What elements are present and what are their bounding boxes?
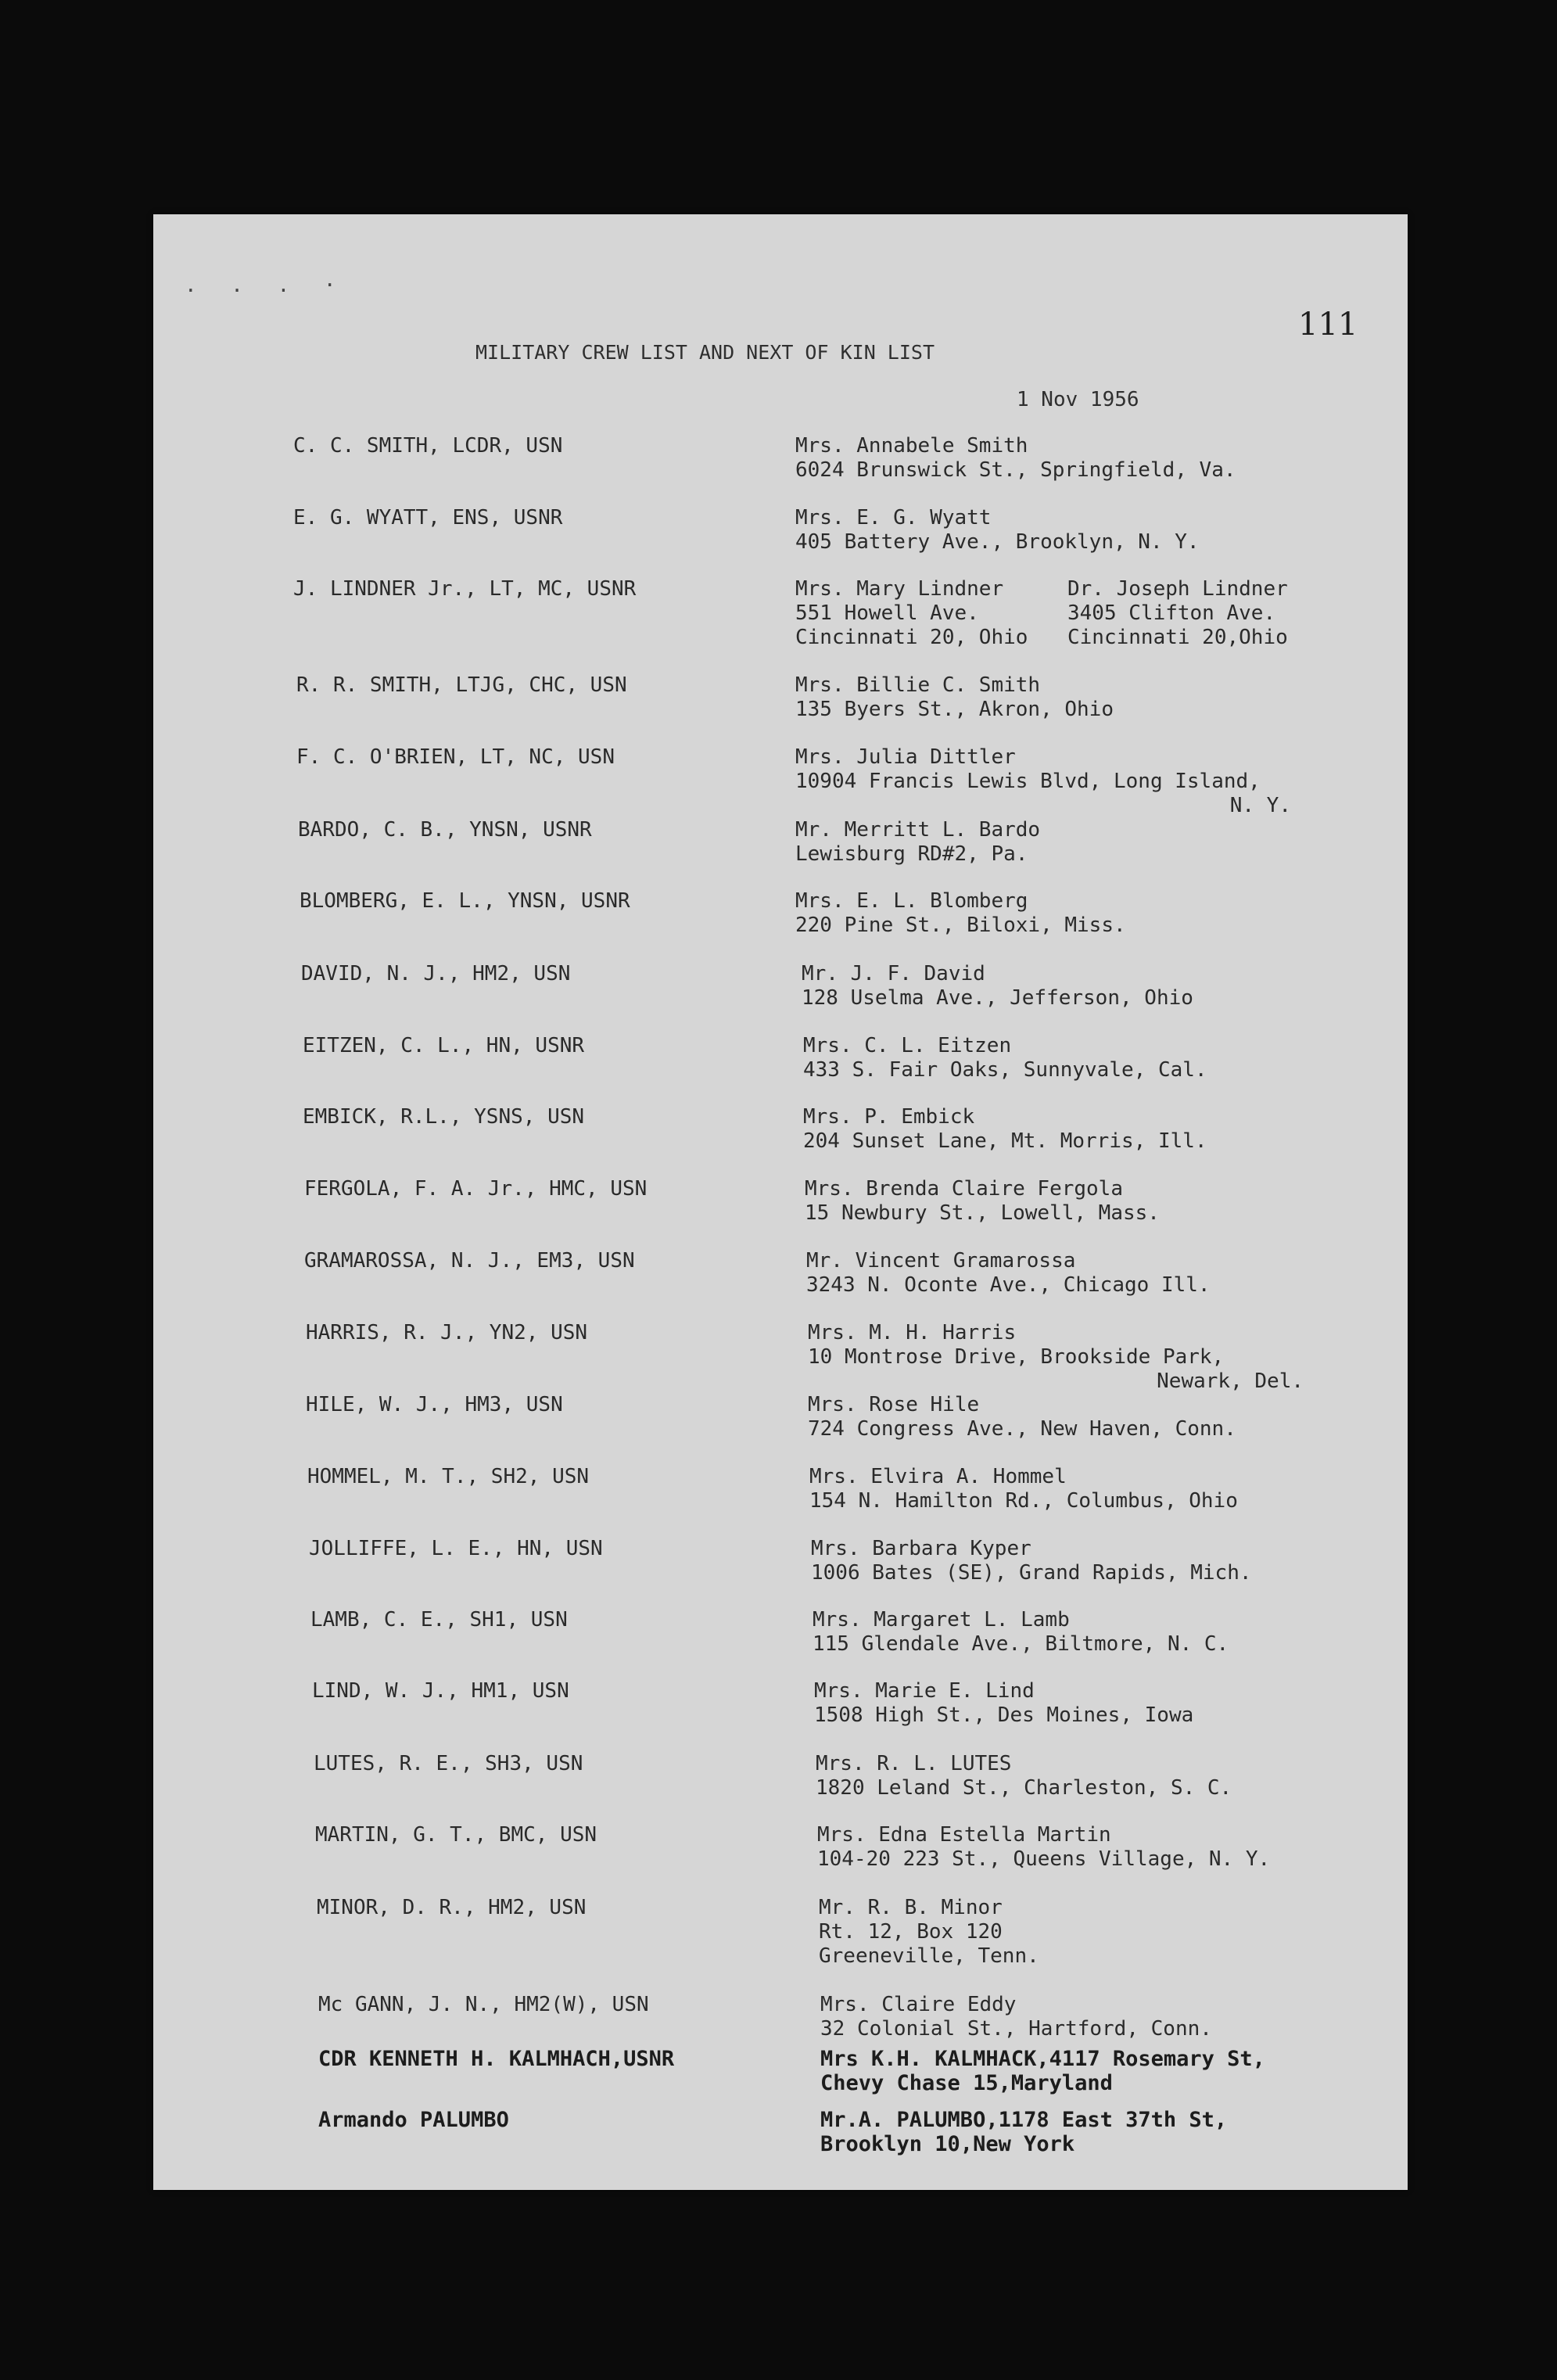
next-of-kin: Mr. R. B. Minor Rt. 12, Box 120 Greeneville, Tenn. [819, 1896, 1039, 1968]
next-of-kin-continuation: Newark, Del. [1157, 1369, 1304, 1393]
next-of-kin: Mr. J. F. David 128 Uselma Ave., Jefferson, Ohio [802, 962, 1193, 1010]
crew-member-name: MINOR, D. R., HM2, USN [317, 1896, 587, 1919]
crew-member-name: LAMB, C. E., SH1, USN [310, 1608, 568, 1632]
crew-member-name: EMBICK, R.L., YSNS, USN [303, 1105, 585, 1129]
next-of-kin: Mr. Merritt L. Bardo Lewisburg RD#2, Pa. [795, 818, 1041, 866]
crew-member-name: JOLLIFFE, L. E., HN, USN [309, 1537, 603, 1560]
next-of-kin-continuation: N. Y. [1229, 794, 1291, 817]
next-of-kin: Mr.A. PALUMBO,1178 East 37th St, Brooklyn 10,New York [820, 2108, 1228, 2156]
corner-marks: . . . · [185, 274, 347, 297]
next-of-kin: Mrs. Margaret L. Lamb 115 Glendale Ave., Biltmore, N. C. [813, 1608, 1229, 1656]
crew-member-name: Armando PALUMBO [318, 2108, 509, 2132]
next-of-kin: Mrs. Billie C. Smith 135 Byers St., Akron, Ohio [795, 673, 1114, 721]
crew-member-name: BLOMBERG, E. L., YNSN, USNR [300, 889, 630, 913]
document-title: MILITARY CREW LIST AND NEXT OF KIN LIST [475, 341, 935, 364]
crew-member-name: HARRIS, R. J., YN2, USN [306, 1321, 588, 1344]
next-of-kin: Mrs. E. G. Wyatt 405 Battery Ave., Brooklyn, N. Y. [795, 506, 1200, 554]
crew-member-name: FERGOLA, F. A. Jr., HMC, USN [304, 1177, 648, 1201]
crew-member-name: E. G. WYATT, ENS, USNR [293, 506, 563, 529]
crew-member-name: EITZEN, C. L., HN, USNR [303, 1034, 585, 1057]
next-of-kin: Mrs. Brenda Claire Fergola 15 Newbury St., Lowell, Mass. [805, 1177, 1160, 1225]
crew-member-name: LIND, W. J., HM1, USN [312, 1679, 569, 1703]
next-of-kin: Mrs. Claire Eddy 32 Colonial St., Hartford, Conn. [820, 1993, 1212, 2041]
next-of-kin: Mrs K.H. KALMHACK,4117 Rosemary St, Chevy Chase 15,Maryland [820, 2047, 1265, 2095]
crew-member-name: HOMMEL, M. T., SH2, USN [307, 1465, 590, 1488]
next-of-kin: Mrs. Edna Estella Martin 104-20 223 St., Queens Village, N. Y. [817, 1823, 1271, 1871]
next-of-kin: Mr. Vincent Gramarossa 3243 N. Oconte Ave., Chicago Ill. [806, 1249, 1211, 1297]
crew-member-name: R. R. SMITH, LTJG, CHC, USN [296, 673, 627, 697]
next-of-kin: Mrs. C. L. Eitzen 433 S. Fair Oaks, Sunnyvale, Cal. [803, 1034, 1207, 1082]
next-of-kin: Mrs. Elvira A. Hommel 154 N. Hamilton Rd., Columbus, Ohio [809, 1465, 1238, 1513]
next-of-kin: Mrs. M. H. Harris 10 Montrose Drive, Brookside Park, Newark, Del. [808, 1321, 1304, 1393]
document-date: 1 Nov 1956 [1017, 388, 1139, 411]
crew-member-name: LUTES, R. E., SH3, USN [314, 1752, 583, 1775]
next-of-kin: Mrs. Marie E. Lind 1508 High St., Des Moines, Iowa [814, 1679, 1194, 1727]
next-of-kin: Mrs. E. L. Blomberg 220 Pine St., Biloxi, Miss. [795, 889, 1126, 937]
next-of-kin-secondary: Dr. Joseph Lindner 3405 Clifton Ave. Cincinnati 20,Ohio [1067, 577, 1288, 649]
next-of-kin: Mrs. Annabele Smith 6024 Brunswick St., Springfield, Va. [795, 434, 1236, 482]
crew-member-name: BARDO, C. B., YNSN, USNR [298, 818, 592, 842]
next-of-kin: Mrs. R. L. LUTES 1820 Leland St., Charleston, S. C. [816, 1752, 1232, 1800]
next-of-kin: Mrs. Julia Dittler 10904 Francis Lewis Blvd, Long Island, N. Y. [795, 745, 1291, 817]
next-of-kin: Mrs. P. Embick 204 Sunset Lane, Mt. Morris, Ill. [803, 1105, 1207, 1153]
crew-member-name: Mc GANN, J. N., HM2(W), USN [318, 1993, 649, 2016]
next-of-kin: Mrs. Barbara Kyper 1006 Bates (SE), Grand Rapids, Mich. [811, 1537, 1252, 1585]
crew-member-name: HILE, W. J., HM3, USN [306, 1393, 563, 1416]
crew-member-name: C. C. SMITH, LCDR, USN [293, 434, 563, 458]
crew-member-name: DAVID, N. J., HM2, USN [301, 962, 571, 985]
next-of-kin: Mrs. Rose Hile 724 Congress Ave., New Haven, Conn. [808, 1393, 1236, 1441]
crew-member-name: J. LINDNER Jr., LT, MC, USNR [293, 577, 637, 601]
crew-member-name: GRAMAROSSA, N. J., EM3, USN [304, 1249, 635, 1273]
crew-member-name: MARTIN, G. T., BMC, USN [315, 1823, 597, 1847]
page-number: 111 [1298, 307, 1358, 343]
crew-member-name: CDR KENNETH H. KALMHACH,USNR [318, 2047, 675, 2071]
crew-member-name: F. C. O'BRIEN, LT, NC, USN [296, 745, 615, 769]
next-of-kin: Mrs. Mary Lindner 551 Howell Ave. Cincinnati 20, Ohio [795, 577, 1028, 649]
